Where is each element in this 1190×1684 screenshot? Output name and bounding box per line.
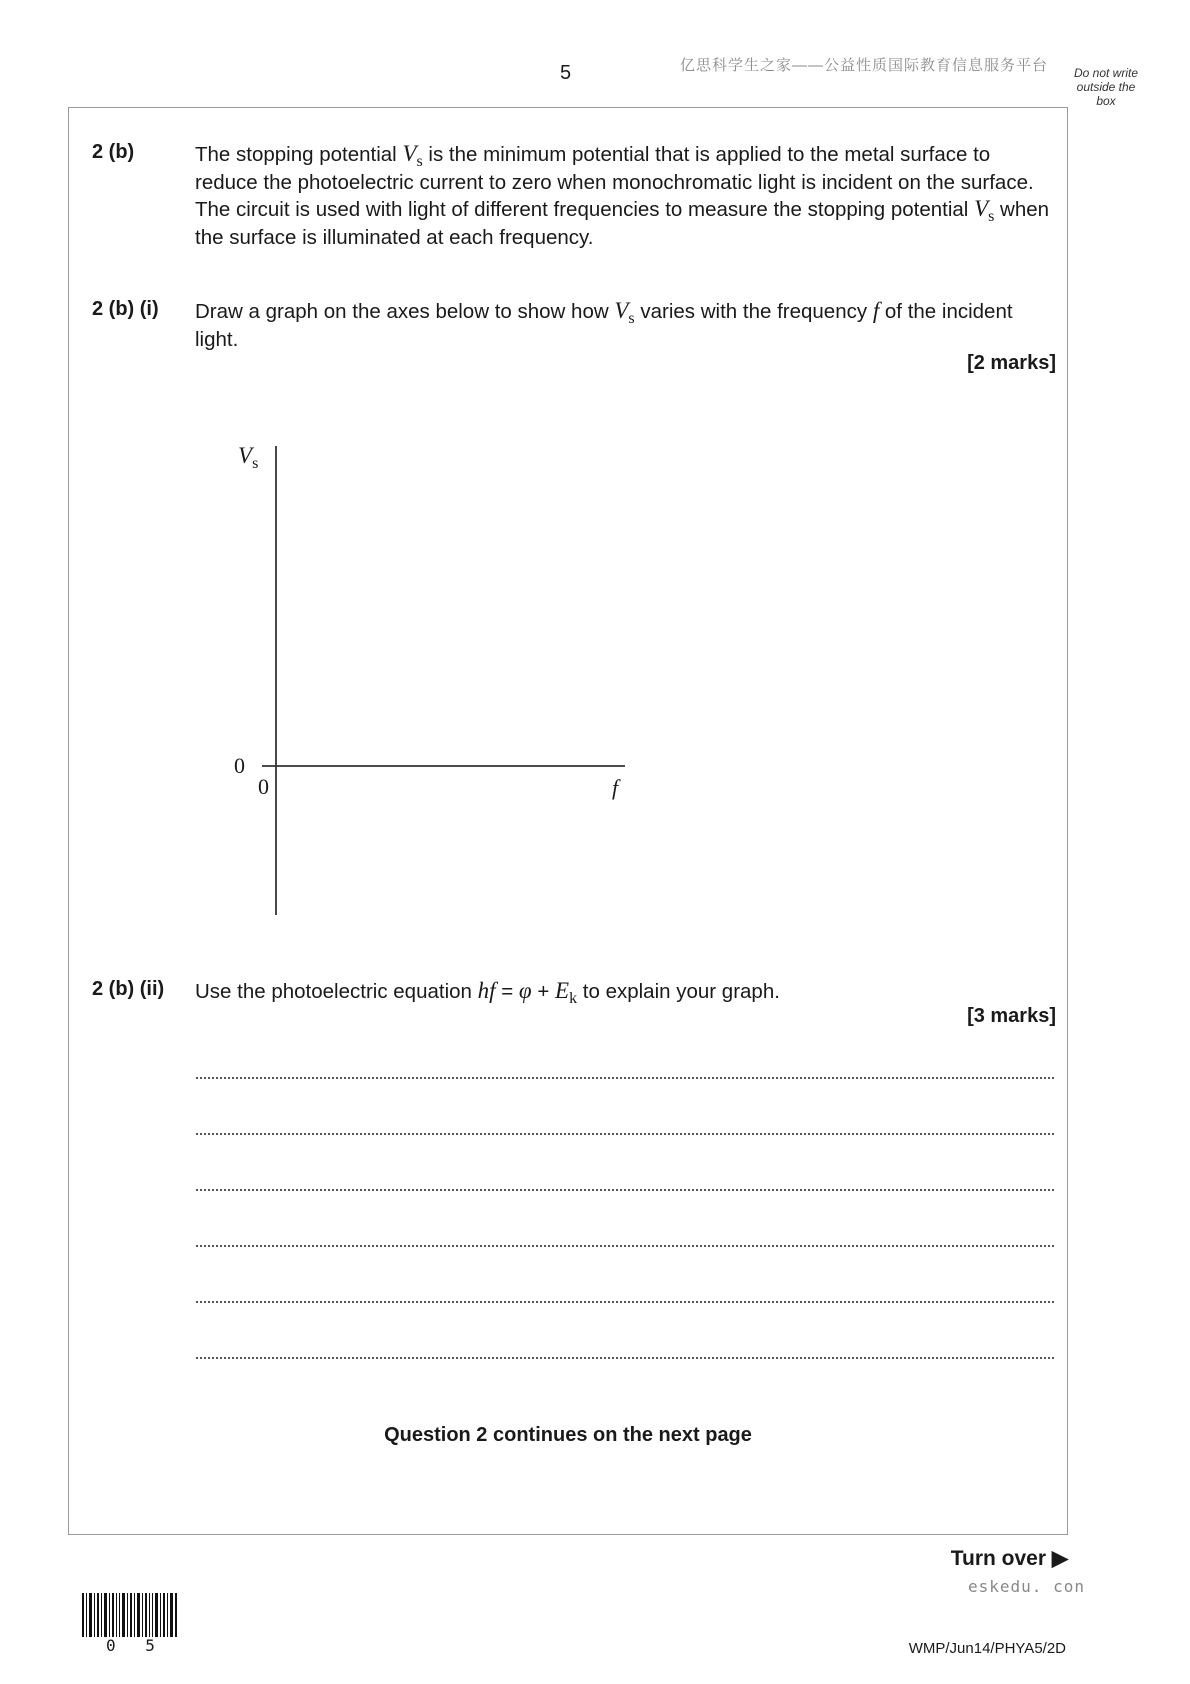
vs-subscript: s <box>416 153 423 170</box>
eq-k-subscript: k <box>569 990 578 1007</box>
f-symbol: f <box>872 298 880 323</box>
vs-symbol: V <box>614 298 629 323</box>
q2b-text-part: is the minimum potential that is applied to the metal surface to reduce the photoelectric current to zero when monochromatic light is incident on the surface. The circuit is used with light of different frequencies to measure the stopping potential <box>195 143 1034 221</box>
answer-line[interactable] <box>196 1077 1054 1079</box>
q2bi-text-part: of the incident light. <box>195 300 1013 351</box>
y-axis-label <box>238 443 259 472</box>
answer-line[interactable] <box>196 1301 1054 1303</box>
question-label-2b: 2 (b) <box>92 141 135 163</box>
barcode-number: 0 5 <box>106 1636 165 1655</box>
eq-e: E <box>555 978 570 1003</box>
question-text-2bii <box>195 978 1055 1007</box>
question-label-2bi: 2 (b) (i) <box>92 298 159 320</box>
answer-line[interactable] <box>196 1189 1054 1191</box>
eq-phi: φ <box>518 978 532 1003</box>
vs-symbol: V <box>402 141 417 166</box>
continues-notice: Question 2 continues on the next page <box>384 1424 752 1446</box>
turn-over: Turn over ▶ <box>950 1547 1068 1570</box>
answer-line[interactable] <box>196 1357 1054 1359</box>
q2bii-text-part: Use the photoelectric equation <box>195 980 478 1003</box>
vs-subscript: s <box>628 310 635 327</box>
eq-plus: + <box>531 980 556 1003</box>
answer-line[interactable] <box>196 1245 1054 1247</box>
answer-line[interactable] <box>196 1133 1054 1135</box>
y-origin-label: 0 <box>234 753 245 778</box>
marks-2bii: [3 marks] <box>967 1005 1056 1027</box>
x-origin-label: 0 <box>258 774 269 799</box>
watermark-bottom: eskedu. con <box>968 1577 1085 1596</box>
x-axis-label: f <box>612 775 619 800</box>
vs-subscript: s <box>252 455 259 472</box>
marks-2bi: [2 marks] <box>967 352 1056 374</box>
paper-reference: WMP/Jun14/PHYA5/2D <box>908 1640 1066 1657</box>
vs-symbol: V <box>974 196 989 221</box>
graph-axes[interactable] <box>200 430 660 920</box>
q2b-text-part: when the surface is illuminated at each frequency. <box>195 198 1050 249</box>
margin-note: Do not write outside the box <box>1073 66 1139 108</box>
watermark-top: 亿思科学生之家——公益性质国际教育信息服务平台 <box>680 57 1049 74</box>
question-label-2bii: 2 (b) (ii) <box>92 978 165 1000</box>
q2bi-text-part: varies with the frequency <box>634 300 873 323</box>
vs-symbol: V <box>238 443 253 468</box>
eq-equals: = <box>495 980 519 1003</box>
vs-subscript: s <box>988 208 995 225</box>
barcode <box>82 1593 178 1637</box>
question-text-2b <box>195 141 1055 251</box>
q2bii-text-part: to explain your graph. <box>577 980 780 1003</box>
question-text-2bi <box>195 298 1055 353</box>
q2b-text-part: The stopping potential <box>195 143 403 166</box>
page-number: 5 <box>560 62 572 84</box>
q2bi-text-part: Draw a graph on the axes below to show how <box>195 300 615 323</box>
eq-hf: hf <box>477 978 496 1003</box>
